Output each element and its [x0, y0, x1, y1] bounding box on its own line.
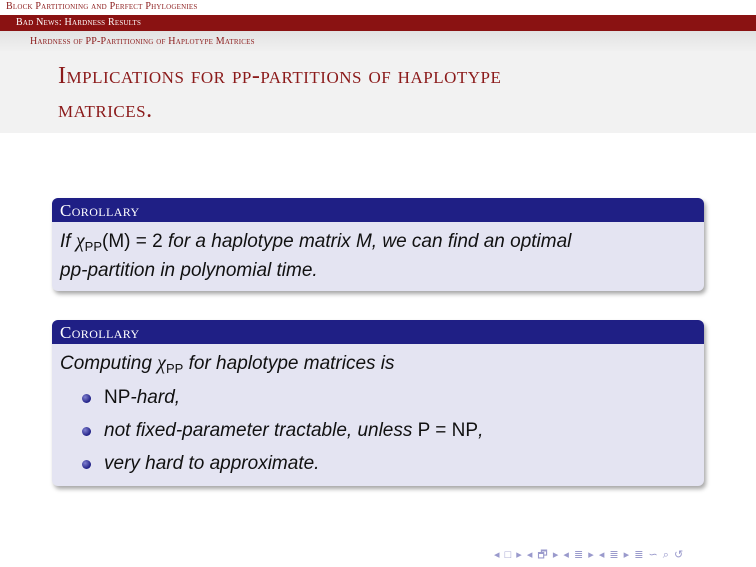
frame-title — [58, 59, 738, 127]
list-item — [60, 414, 694, 447]
frame-title-bar — [0, 51, 756, 133]
item-fpt: not fixed-parameter tractable, unless — [104, 420, 418, 441]
item-p-np: P = NP — [417, 420, 479, 441]
corollary2-list — [60, 381, 694, 480]
corollary-block-1 — [52, 198, 704, 291]
bullet-icon — [82, 460, 91, 469]
corollary-body-1 — [52, 222, 704, 291]
corollary1-line2: pp-partition in polynomial time. — [60, 260, 318, 281]
bullet-icon — [82, 394, 91, 403]
corollary1-if: If — [60, 231, 76, 252]
item-hard: -hard, — [130, 387, 181, 408]
nav-subsubsection[interactable]: Hardness of PP-Partitioning of Haplotype Matrices — [30, 36, 255, 47]
corollary1-line1 — [60, 227, 694, 257]
bullet-icon — [82, 427, 91, 436]
nav-subsection-bar — [0, 15, 756, 31]
list-item — [60, 447, 694, 480]
corollary2-intro-pre: Computing — [60, 353, 158, 374]
frame-title-line2: matrices. — [58, 97, 153, 123]
corollary-header-1: Corollary — [52, 198, 704, 222]
corollary2-intro — [60, 349, 694, 379]
nav-subsubsection-bar — [0, 31, 756, 51]
nav-subsection[interactable]: Bad News: Hardness Results — [16, 17, 142, 28]
corollary1-equation: (M) = 2 — [102, 231, 163, 252]
corollary-header-2: Corollary — [52, 320, 704, 344]
chi-symbol: χ — [157, 352, 166, 374]
chi-symbol: χ — [75, 230, 85, 252]
beamer-navigation-icons[interactable]: ◂ □ ▸ ◂ 🗗 ▸ ◂ ≣ ▸ ◂ ≣ ▸ ≣ ∽ ⌕ ↺ — [494, 549, 685, 561]
corollary-body-2 — [52, 344, 704, 486]
corollary-block-2 — [52, 320, 704, 486]
nav-section-bar — [0, 0, 756, 15]
chi-subscript: PP — [84, 239, 102, 254]
nav-section[interactable]: Block Partitioning and Perfect Phylogenies — [6, 1, 198, 12]
item-approx: very hard to approximate. — [104, 453, 320, 474]
corollary2-intro-post: for haplotype matrices is — [183, 353, 395, 374]
item-comma: , — [478, 420, 484, 441]
item-np: NP — [104, 387, 131, 408]
corollary1-rest: for a haplotype matrix M, we can find an optimal — [162, 231, 572, 252]
frame-title-line1: Implications for pp-partitions of haplotype — [58, 63, 502, 89]
chi-subscript: PP — [165, 361, 184, 376]
list-item — [60, 381, 694, 414]
